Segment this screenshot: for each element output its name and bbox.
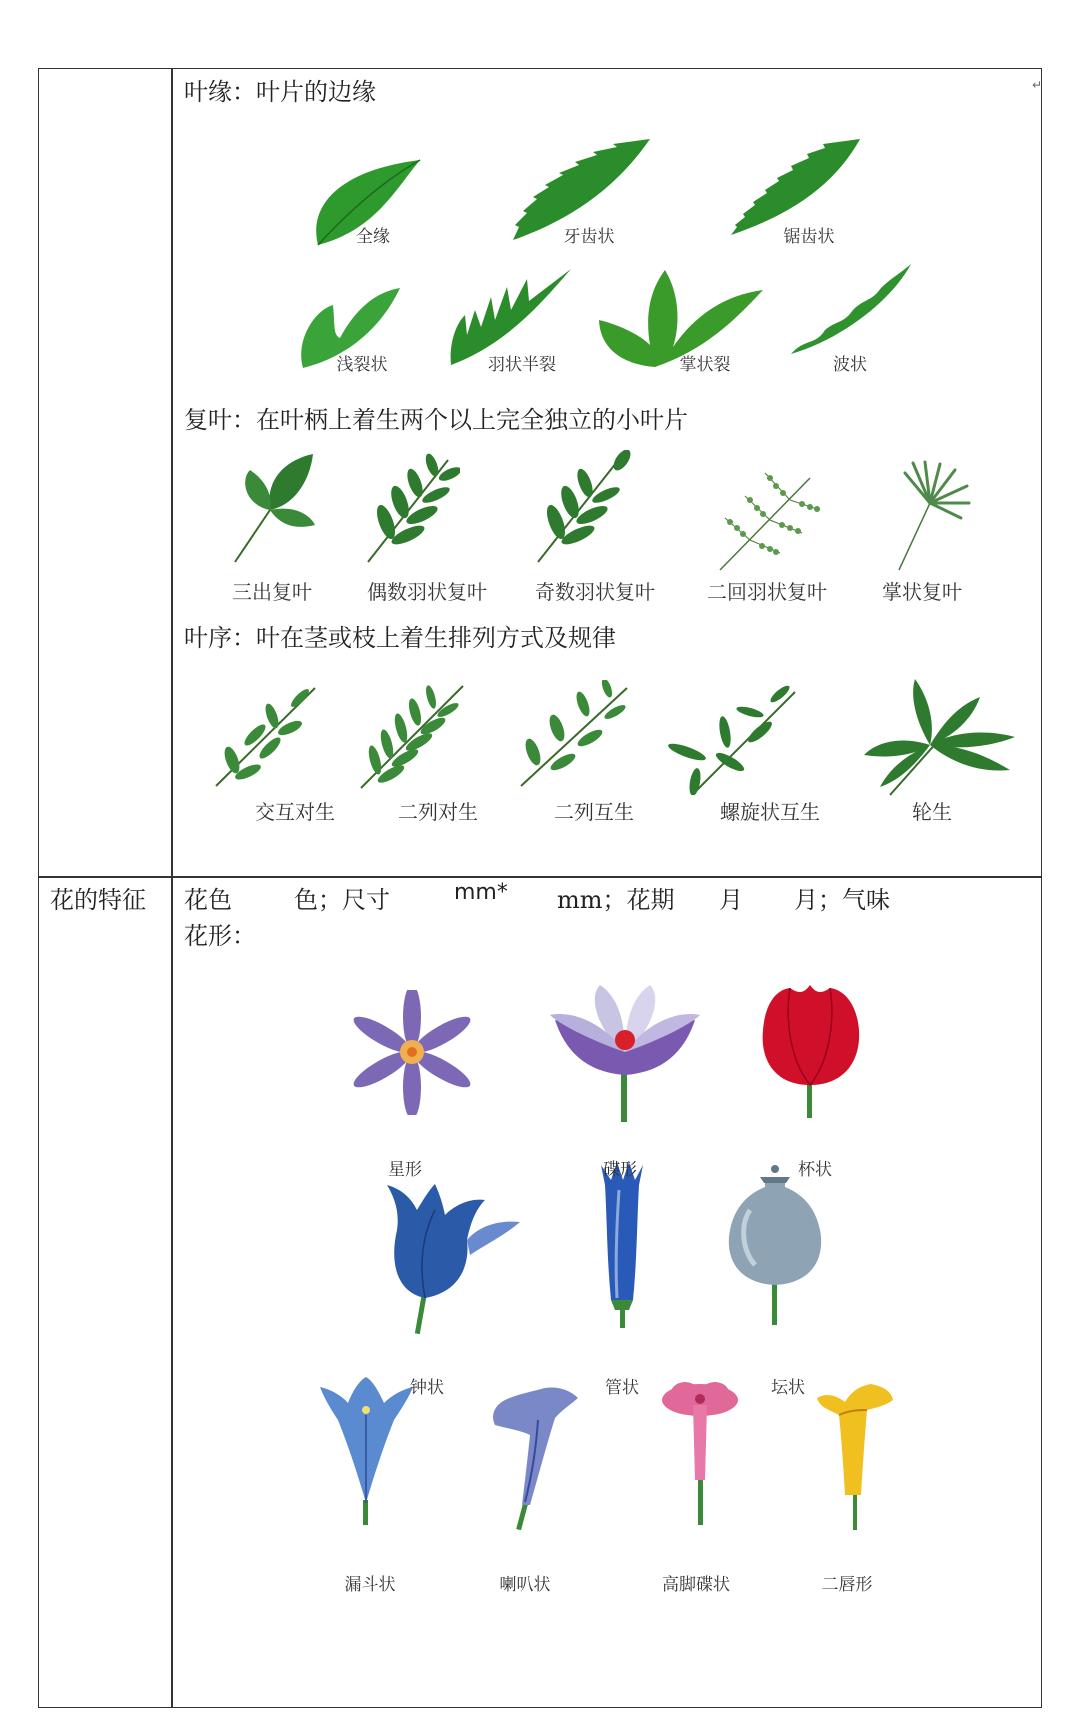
flower-size-label: 色；尺寸 <box>294 886 390 914</box>
bilabiate-flower <box>815 1380 895 1530</box>
label-bell: 钟状 <box>410 1378 444 1398</box>
label-undulate: 波状 <box>833 355 867 375</box>
urceolate-flower <box>720 1165 830 1330</box>
label-serrate: 锯齿状 <box>783 227 835 247</box>
tubular-flower <box>593 1160 653 1330</box>
label-whorled: 轮生 <box>912 800 952 824</box>
trifoliate-leaf <box>225 450 320 565</box>
trumpet-flower <box>470 1380 580 1530</box>
label-cup: 杯状 <box>798 1160 832 1180</box>
label-pinnatifid: 羽状半裂 <box>488 355 556 375</box>
flower-row-label: 花的特征 <box>50 886 146 914</box>
label-funnel: 漏斗状 <box>344 1575 396 1595</box>
undulate-margin-leaf <box>785 258 915 358</box>
stellate-flower <box>352 990 472 1115</box>
label-stellate: 星形 <box>388 1160 422 1180</box>
distichous-opposite-leaf <box>355 678 470 793</box>
label-palmate-lobed: 掌状裂 <box>679 355 731 375</box>
bipinnate-leaf <box>710 458 825 573</box>
label-bipinnate: 二回羽状复叶 <box>707 580 827 604</box>
flower-month-a: 月 <box>719 886 743 914</box>
label-tubular: 管状 <box>605 1378 639 1398</box>
label-distichous-opposite: 二列对生 <box>398 800 478 824</box>
label-saucer: 碟形 <box>603 1160 637 1180</box>
label-odd-pinnate: 奇数羽状复叶 <box>535 580 655 604</box>
compound-leaf-heading: 复叶：在叶柄上着生两个以上完全独立的小叶片 <box>184 406 688 434</box>
flower-shape-label: 花形： <box>184 922 256 950</box>
decussate-opposite-leaf <box>210 680 325 790</box>
label-salverform: 高脚碟状 <box>662 1575 730 1595</box>
distichous-alternate-leaf <box>515 680 635 790</box>
label-even-pinnate: 偶数羽状复叶 <box>367 580 487 604</box>
palmate-compound-leaf <box>895 458 975 573</box>
even-pinnate-leaf <box>360 450 460 565</box>
flower-size-unit-a: mm* <box>454 880 508 905</box>
label-shallow-lobed: 浅裂状 <box>336 355 388 375</box>
flower-scent-label: 月；气味 <box>794 886 890 914</box>
label-bilabiate: 二唇形 <box>821 1575 873 1595</box>
label-trumpet: 喇叭状 <box>499 1575 551 1595</box>
funnel-flower <box>318 1375 418 1525</box>
label-trifoliate: 三出复叶 <box>232 580 312 604</box>
whorled-leaf <box>860 675 1020 800</box>
salverform-flower <box>655 1375 745 1525</box>
label-dentate: 牙齿状 <box>563 227 615 247</box>
cup-flower <box>755 980 865 1120</box>
label-urceolate: 坛状 <box>771 1378 805 1398</box>
column-divider <box>171 68 173 1708</box>
flower-color-label: 花色 <box>184 886 232 914</box>
phyllotaxy-heading: 叶序：叶在茎或枝上着生排列方式及规律 <box>184 624 616 652</box>
odd-pinnate-leaf <box>530 450 635 565</box>
leaf-margin-heading: 叶缘：叶片的边缘 <box>184 78 376 106</box>
label-spiral-alternate: 螺旋状互生 <box>720 800 820 824</box>
spiral-alternate-leaf <box>665 680 805 795</box>
label-decussate: 交互对生 <box>255 800 335 824</box>
bell-flower <box>385 1180 525 1335</box>
flower-period-label: mm；花期 <box>557 886 675 914</box>
row-divider <box>38 876 1042 878</box>
paragraph-mark: ↵ <box>1032 78 1043 92</box>
saucer-flower <box>545 980 705 1125</box>
label-distichous-alternate: 二列互生 <box>554 800 634 824</box>
label-palmate-compound: 掌状复叶 <box>882 580 962 604</box>
label-entire: 全缘 <box>356 227 390 247</box>
